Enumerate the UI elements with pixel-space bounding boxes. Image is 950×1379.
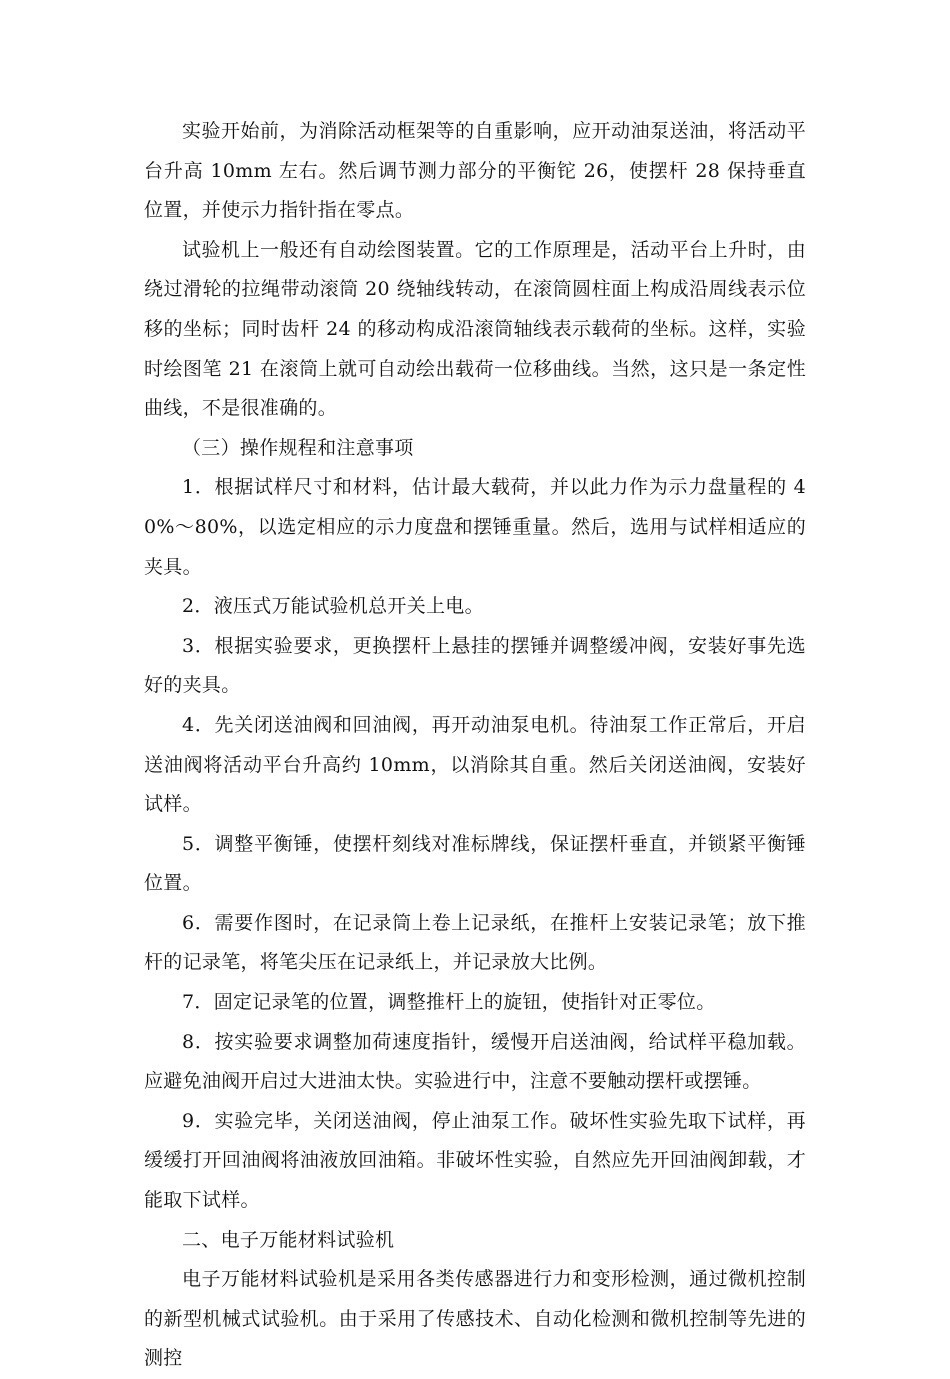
procedure-step-6: 6．需要作图时，在记录筒上卷上记录纸，在推杆上安装记录笔；放下推杆的记录笔，将笔尖压在记录纸上，并记录放大比例。 xyxy=(144,911,806,974)
paragraph-auto-plotter: 试验机上一般还有自动绘图装置。它的工作原理是，活动平台上升时，由绕过滑轮的拉绳带动滚筒 20 绕轴线转动，在滚筒圆柱面上构成沿周线表示位移的坐标；同时齿杆 24 的移动构成沿滚筒轴线表示载荷的坐标。这样，实验时绘图笔 21 在滚筒上就可自动绘出载荷一位移曲线。当然，这只是一条定性曲线，不是很准确的。 xyxy=(144,238,806,420)
procedure-step-7: 7．固定记录笔的位置，调整推杆上的旋钮，使指针对正零位。 xyxy=(182,991,716,1014)
procedure-step-3: 3．根据实验要求，更换摆杆上悬挂的摆锤并调整缓冲阀，安装好事先选好的夹具。 xyxy=(144,634,806,697)
procedure-step-2: 2．液压式万能试验机总开关上电。 xyxy=(182,595,484,618)
document-page xyxy=(144,112,806,1379)
paragraph-preparation: 实验开始前，为消除活动框架等的自重影响，应开动油泵送油，将活动平台升高 10mm 左右。然后调节测力部分的平衡铊 26，使摆杆 28 保持垂直位置，并使示力指针指在零点。 xyxy=(144,120,806,222)
section-heading-electronic-machine: 二、电子万能材料试验机 xyxy=(182,1228,395,1251)
procedure-step-5: 5．调整平衡锤，使摆杆刻线对准标牌线，保证摆杆垂直，并锁紧平衡锤位置。 xyxy=(144,832,806,895)
procedure-step-1: 1．根据试样尺寸和材料，估计最大载荷，并以此力作为示力盘量程的 40%～80%，以选定相应的示力度盘和摆锤重量。然后，选用与试样相适应的夹具。 xyxy=(144,476,806,578)
procedure-step-8: 8．按实验要求调整加荷速度指针，缓慢开启送油阀，给试样平稳加载。应避免油阀开启过大进油太快。实验进行中，注意不要触动摆杆或摆锤。 xyxy=(144,1030,806,1093)
procedure-step-9: 9．实验完毕，关闭送油阀，停止油泵工作。破坏性实验先取下试样，再缓缓打开回油阀将油液放回油箱。非破坏性实验，自然应先开回油阀卸载，才能取下试样。 xyxy=(144,1109,806,1212)
section-heading-procedures: （三）操作规程和注意事项 xyxy=(182,436,414,459)
paragraph-electronic-machine-intro: 电子万能材料试验机是采用各类传感器进行力和变形检测，通过微机控制的新型机械式试验机。由于采用了传感技术、自动化检测和微机控制等先进的测控 xyxy=(144,1268,806,1370)
procedure-step-4: 4．先关闭送油阀和回油阀，再开动油泵电机。待油泵工作正常后，开启送油阀将活动平台升高约 10mm，以消除其自重。然后关闭送油阀，安装好试样。 xyxy=(144,713,806,816)
